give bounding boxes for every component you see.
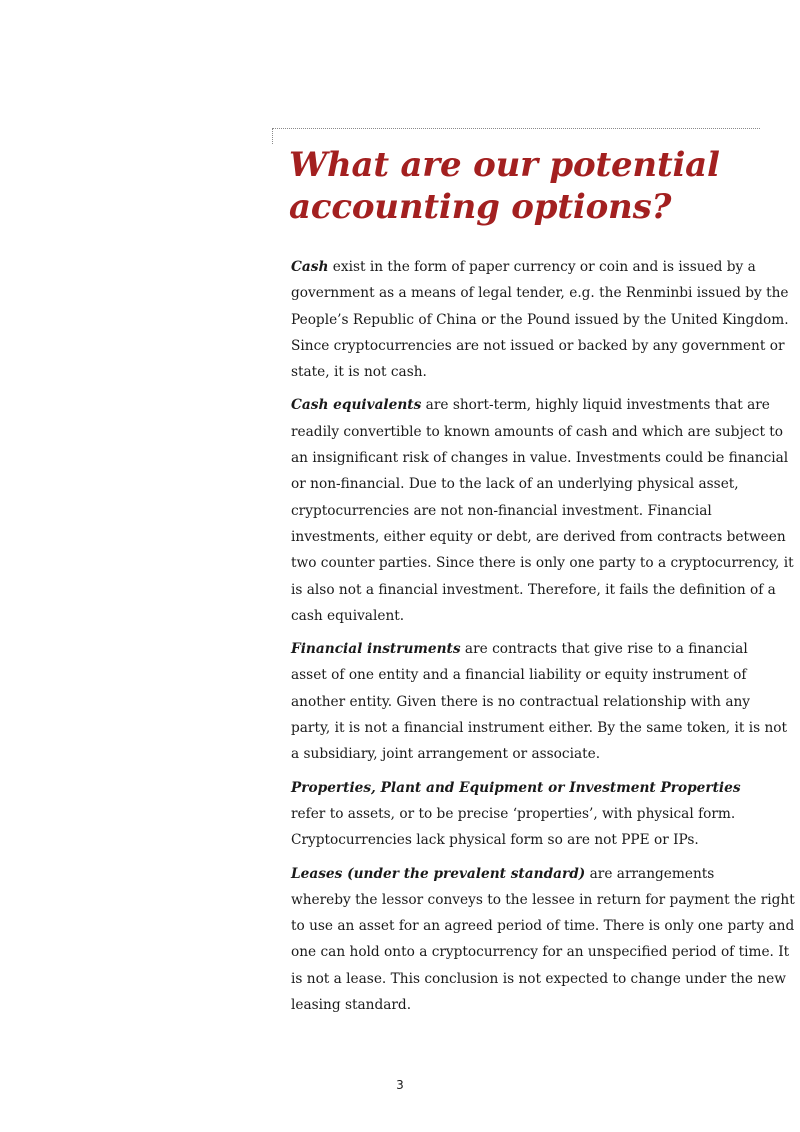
- paragraph-line: or non-financial. Due to the lack of an underlying physical asset,: [291, 476, 739, 493]
- paragraph-line: is also not a financial investment. Therefore, it fails the definition of a: [291, 581, 776, 598]
- paragraph-line: is not a lease. This conclusion is not expected to change under the new: [291, 970, 786, 987]
- paragraph-line: [291, 254, 761, 280]
- term-cash-equivalents: Cash equivalents: [291, 397, 422, 414]
- paragraph-line: government as a means of legal tender, e.g. the Renminbi issued by the: [291, 285, 789, 302]
- paragraph-line: Since cryptocurrencies are not issued or backed by any government or: [291, 337, 785, 354]
- term-cash: Cash: [291, 259, 329, 275]
- paragraph-line: People’s Republic of China or the Pound issued by the United Kingdom.: [291, 311, 789, 328]
- paragraph-line: [291, 861, 761, 887]
- paragraph-line: Cryptocurrencies lack physical form so are not PPE or IPs.: [291, 832, 699, 849]
- paragraph-cash: [291, 254, 789, 385]
- title-line-1: What are our potential: [289, 145, 720, 185]
- paragraph-line: another entity. Given there is no contractual relationship with any: [291, 693, 751, 710]
- paragraph-line: whereby the lessor conveys to the lessee in return for payment the right: [291, 891, 795, 908]
- header-dotted-rule: [272, 128, 760, 129]
- line-text: are arrangements: [585, 865, 715, 882]
- term-leases: Leases (under the prevalent standard): [291, 865, 586, 882]
- paragraph-line: asset of one entity and a financial liability or equity instrument of: [291, 667, 747, 684]
- paragraph-line: readily convertible to known amounts of cash and which are subject to: [291, 423, 784, 440]
- line-text: exist in the form of paper currency or coin and is issued by a: [328, 259, 756, 275]
- paragraph-line: [291, 775, 761, 801]
- paragraph-line: state, it is not cash.: [291, 364, 427, 381]
- paragraph-line: one can hold onto a cryptocurrency for an unspecified period of time. It: [291, 944, 790, 961]
- page-title: [289, 144, 759, 228]
- paragraph-line: investments, either equity or debt, are derived from contracts between: [291, 528, 786, 545]
- paragraph-cash-equivalents: [291, 392, 794, 629]
- line-text: are short-term, highly liquid investments that are: [421, 397, 770, 414]
- line-text: are contracts that give rise to a financial: [460, 641, 748, 658]
- paragraph-line: refer to assets, or to be precise ‘properties’, with physical form.: [291, 805, 736, 822]
- body-text: [291, 254, 795, 1025]
- title-line-2: accounting options?: [289, 187, 672, 227]
- term-financial-instruments: Financial instruments: [291, 641, 461, 658]
- paragraph-ppe-ip: [291, 775, 761, 854]
- paragraph-line: cash equivalent.: [291, 607, 405, 624]
- term-ppe-ip: Properties, Plant and Equipment or Investment Properties: [291, 779, 741, 796]
- paragraph-line: two counter parties. Since there is only one party to a cryptocurrency, it: [291, 555, 794, 572]
- paragraph-line: an insignificant risk of changes in value. Investments could be financial: [291, 450, 789, 467]
- paragraph-line: to use an asset for an agreed period of time. There is only one party and: [291, 918, 795, 935]
- paragraph-line: leasing standard.: [291, 997, 412, 1014]
- paragraph-leases: [291, 861, 795, 1019]
- paragraph-line: [291, 392, 770, 418]
- paragraph-financial-instruments: [291, 636, 788, 767]
- header-dotted-tick: [272, 128, 273, 144]
- page-number: 3: [396, 1078, 404, 1092]
- paragraph-line: a subsidiary, joint arrangement or associate.: [291, 746, 601, 763]
- paragraph-line: cryptocurrencies are not non-financial investment. Financial: [291, 502, 712, 519]
- paragraph-line: [291, 636, 761, 662]
- paragraph-line: party, it is not a financial instrument either. By the same token, it is not: [291, 720, 788, 737]
